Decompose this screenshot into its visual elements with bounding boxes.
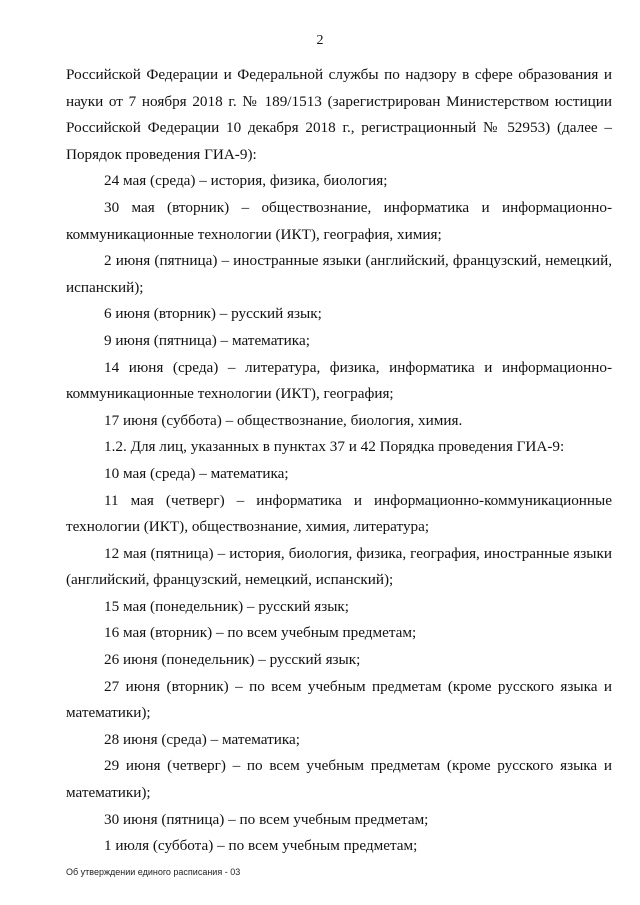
paragraph: Российской Федерации и Федеральной службы по надзору в сфере образования и науки от 7 ноября 2018 г. № 189/1513 (зарегистрирован Министерством юстиции Российской Федерации 10 декабря 2018 г., регистрационный № 52953) (далее – Порядок проведения ГИА-9): bbox=[66, 66, 612, 163]
paragraph: 9 июня (пятница) – математика; bbox=[104, 331, 310, 349]
paragraph: 2 июня (пятница) – иностранные языки (английский, французский, немецкий, испанский); bbox=[66, 252, 612, 296]
paragraph: 11 мая (четверг) – информатика и информационно-коммуникационные технологии (ИКТ), обществознание, химия, литература; bbox=[66, 491, 612, 536]
paragraph: 10 мая (среда) – математика; bbox=[104, 464, 289, 482]
paragraph: 24 мая (среда) – история, физика, биология; bbox=[104, 172, 388, 190]
paragraph: 29 июня (четверг) – по всем учебным предметам (кроме русского языка и математики); bbox=[66, 757, 612, 802]
page-number: 2 bbox=[316, 33, 324, 48]
paragraph: 12 мая (пятница) – история, биология, физика, география, иностранные языки (английский, французский, немецкий, испанский); bbox=[66, 544, 612, 589]
paragraph: 6 июня (вторник) – русский язык; bbox=[104, 305, 322, 323]
footer-document-code: Об утверждении единого расписания - 03 bbox=[66, 867, 241, 877]
paragraph: 28 июня (среда) – математика; bbox=[104, 730, 300, 748]
document-body bbox=[66, 62, 612, 860]
paragraph: 30 мая (вторник) – обществознание, информатика и информационно-коммуникационные технологии (ИКТ), география, химия; bbox=[66, 198, 612, 243]
paragraph: 1.2. Для лиц, указанных в пунктах 37 и 42 Порядка проведения ГИА-9: bbox=[104, 438, 565, 456]
paragraph: 30 июня (пятница) – по всем учебным предметам; bbox=[104, 810, 429, 828]
paragraph: 14 июня (среда) – литература, физика, информатика и информационно-коммуникационные технологии (ИКТ), география; bbox=[66, 358, 612, 403]
paragraph: 1 июля (суббота) – по всем учебным предметам; bbox=[104, 837, 418, 855]
paragraph: 15 мая (понедельник) – русский язык; bbox=[104, 597, 350, 615]
paragraph: 27 июня (вторник) – по всем учебным предметам (кроме русского языка и математики); bbox=[66, 677, 612, 722]
paragraph: 16 мая (вторник) – по всем учебным предметам; bbox=[104, 624, 417, 642]
paragraph: 17 июня (суббота) – обществознание, биология, химия. bbox=[104, 411, 463, 429]
paragraph: 26 июня (понедельник) – русский язык; bbox=[104, 651, 361, 669]
